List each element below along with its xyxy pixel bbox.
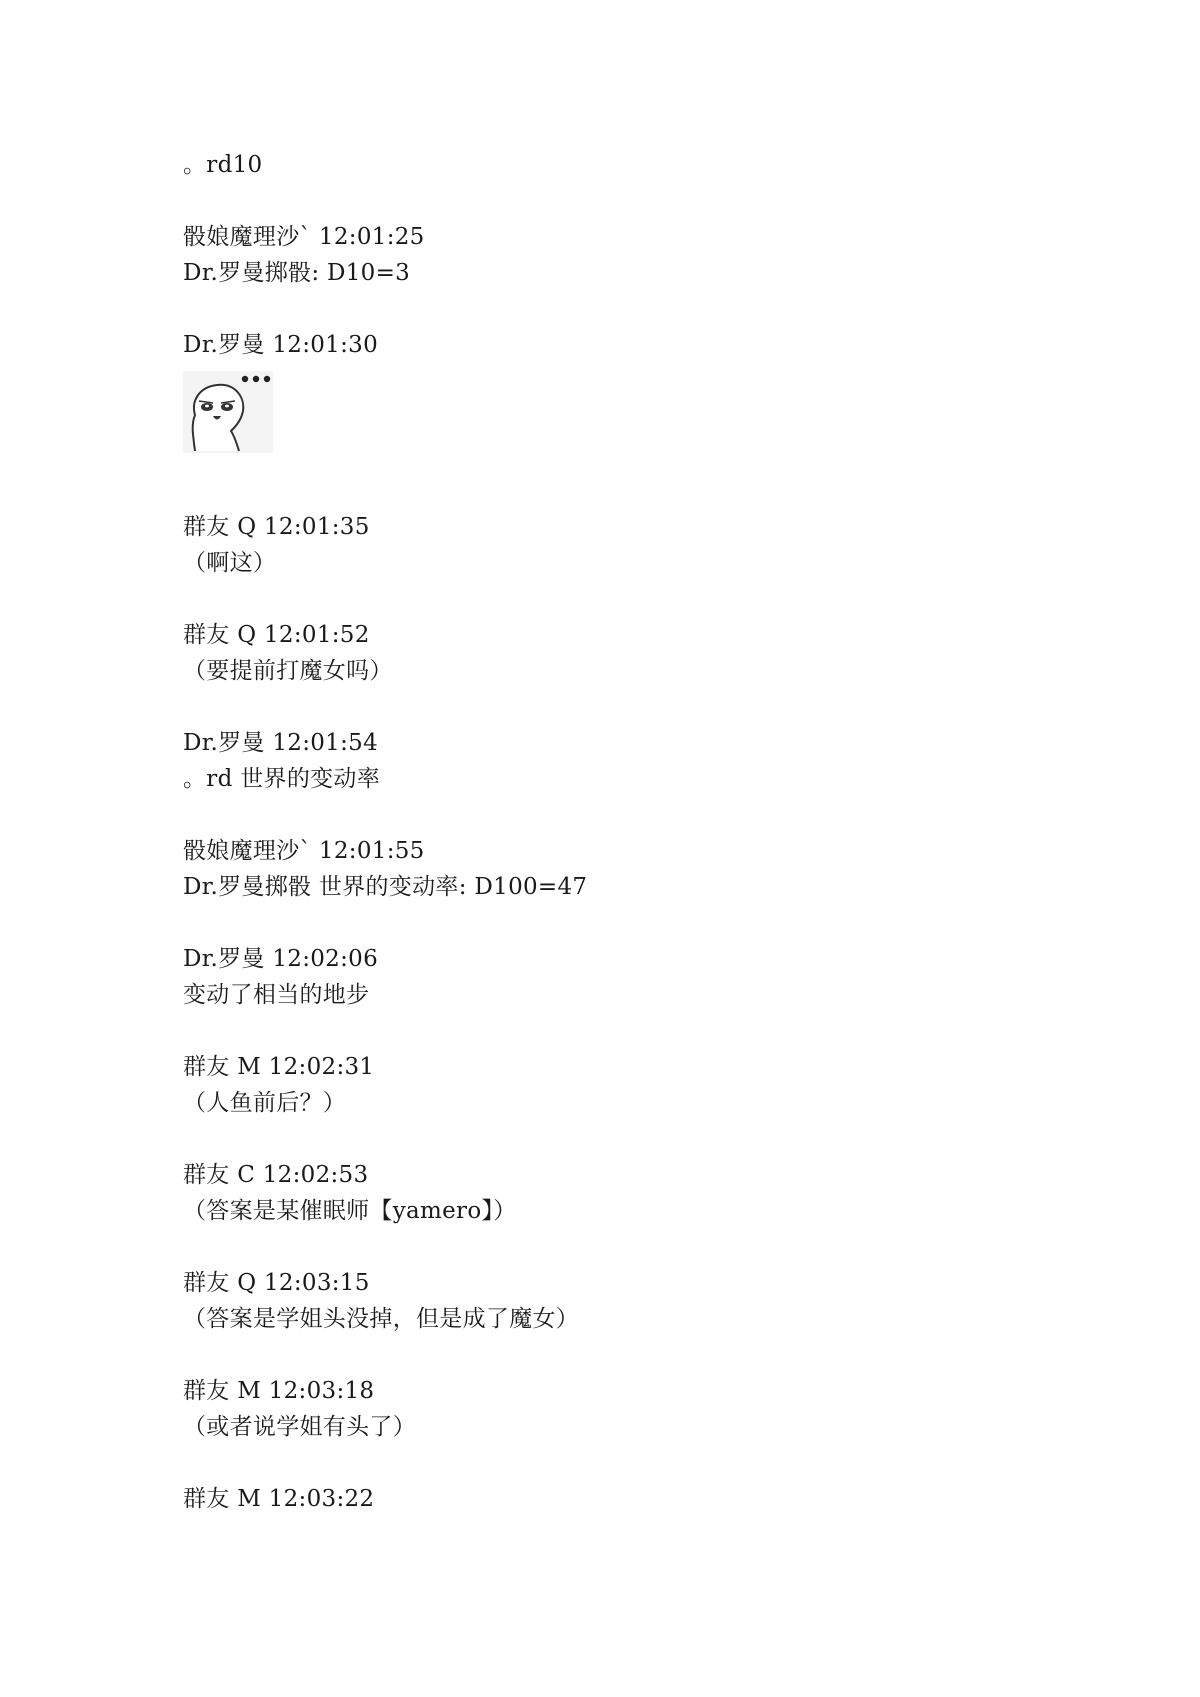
spacer <box>183 797 1083 833</box>
spacer <box>183 581 1083 617</box>
message-header: 骰娘魔理沙` 12:01:55 <box>183 838 425 864</box>
message-header: 群友 M 12:02:31 <box>183 1054 375 1080</box>
message-header: 群友 Q 12:03:15 <box>183 1270 370 1296</box>
message-header: 骰娘魔理沙` 12:01:25 <box>183 224 425 250</box>
spacer <box>183 291 1083 327</box>
message-header: Dr.罗曼 12:01:30 <box>183 332 379 358</box>
spacer <box>183 1013 1083 1049</box>
message-text: （或者说学姐有头了） <box>183 1414 416 1440</box>
message-header: 群友 Q 12:01:35 <box>183 514 370 540</box>
message-header: 群友 C 12:02:53 <box>183 1162 369 1188</box>
message-text: 。rd 世界的变动率 <box>183 766 381 792</box>
message-text: 。rd10 <box>183 152 263 178</box>
message-text: （答案是某催眠师【yamero】） <box>183 1198 517 1224</box>
spacer <box>183 905 1083 941</box>
spacer <box>183 453 1083 509</box>
message-text: （啊这） <box>183 550 277 576</box>
spacer <box>183 1445 1083 1481</box>
message-header: Dr.罗曼 12:02:06 <box>183 946 379 972</box>
spacer <box>183 1229 1083 1265</box>
message-header: 群友 M 12:03:22 <box>183 1486 375 1512</box>
chat-log <box>183 147 1083 1517</box>
message-text: Dr.罗曼掷骰 世界的变动率: D100=47 <box>183 874 588 900</box>
spacer <box>183 1337 1083 1373</box>
message-header: Dr.罗曼 12:01:54 <box>183 730 379 756</box>
spacer <box>183 183 1083 219</box>
message-header: 群友 M 12:03:18 <box>183 1378 375 1404</box>
spacer <box>183 689 1083 725</box>
message-text: （答案是学姐头没掉，但是成了魔女） <box>183 1306 580 1332</box>
spacer <box>183 1121 1083 1157</box>
message-text: （人鱼前后？） <box>183 1090 347 1116</box>
message-text: （要提前打魔女吗） <box>183 658 393 684</box>
message-text: Dr.罗曼掷骰: D10=3 <box>183 260 411 286</box>
speechless-face-sticker-icon <box>183 371 273 453</box>
message-header: 群友 Q 12:01:52 <box>183 622 370 648</box>
message-text: 变动了相当的地步 <box>183 982 370 1008</box>
